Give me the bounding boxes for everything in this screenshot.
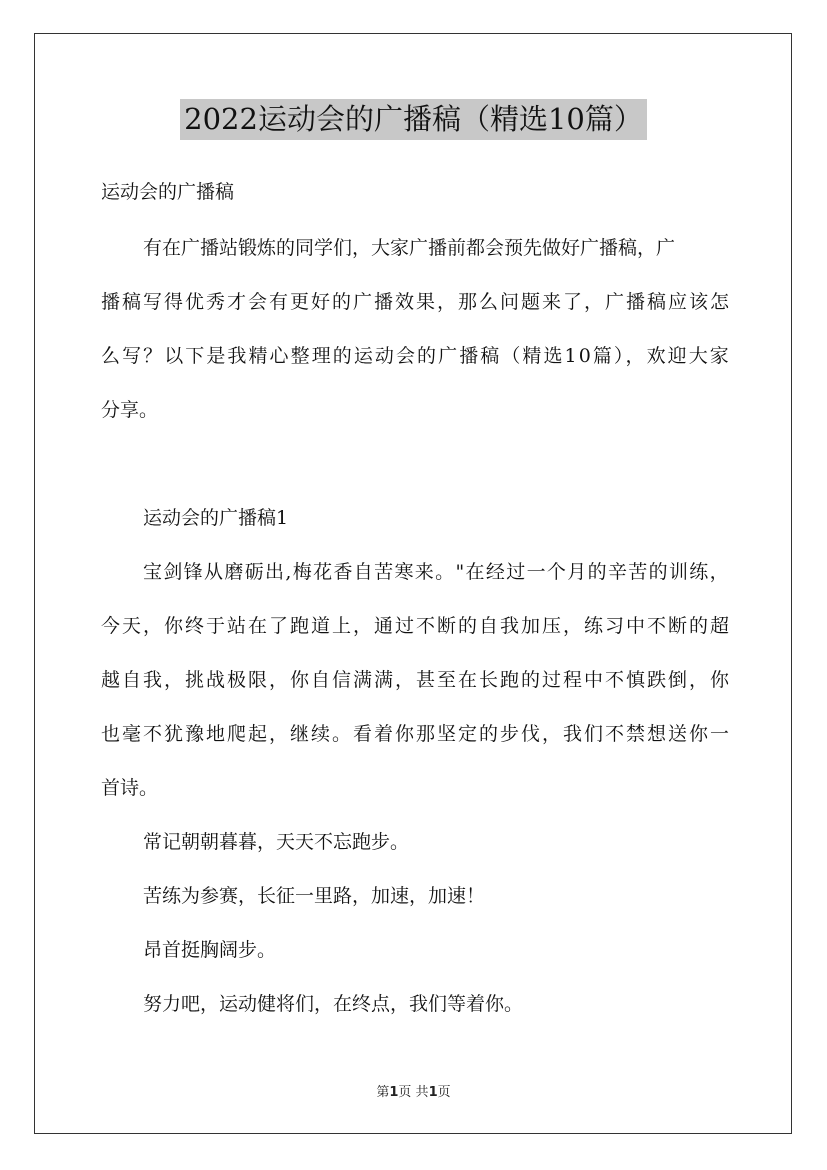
page-mid: 页 共 [398,1085,429,1100]
poem-line: 苦练为参赛，长征一里路，加速，加速！ [143,885,486,907]
page-total: 1 [428,1085,438,1100]
poem-line: 常记朝朝暮暮，天天不忘跑步。 [143,831,410,853]
section-body-line: 今天，你终于站在了跑道上，通过不断的自我加压，练习中不断的超 [101,615,732,637]
intro-line [143,230,729,266]
section-body-line: 首诗。 [101,777,159,799]
section-body-line: 越自我，挑战极限，你自信满满，甚至在长跑的过程中不慎跌倒，你 [101,669,732,691]
poem-line: 昂首挺胸阔步。 [143,939,277,961]
section-body-line: 也毫不犹豫地爬起，继续。看着你那坚定的步伐，我们不禁想送你一 [101,723,732,745]
page-number: 1 [389,1085,399,1100]
page-suffix: 页 [437,1085,451,1100]
section-heading: 运动会的广播稿1 [143,507,289,529]
document-title: 2022运动会的广播稿（精选10篇） [180,99,647,140]
title-container [0,99,827,140]
intro-line: 分享。 [101,399,159,421]
poem-line: 努力吧，运动健将们，在终点，我们等着你。 [143,993,524,1015]
intro-line: 么写？以下是我精心整理的运动会的广播稿（精选10篇），欢迎大家 [101,345,731,367]
subtitle: 运动会的广播稿 [101,181,235,203]
section-body-line: 宝剑锋从磨砺出,梅花香自苦寒来。"在经过一个月的辛苦的训练， [143,561,730,583]
intro-line-text: 有在广播站锻炼的同学们，大家广播前都会预先做好广播稿，广 [143,237,676,259]
intro-line: 播稿写得优秀才会有更好的广播效果，那么问题来了，广播稿应该怎 [101,291,732,313]
page-footer [0,1081,827,1100]
page-prefix: 第 [376,1085,390,1100]
